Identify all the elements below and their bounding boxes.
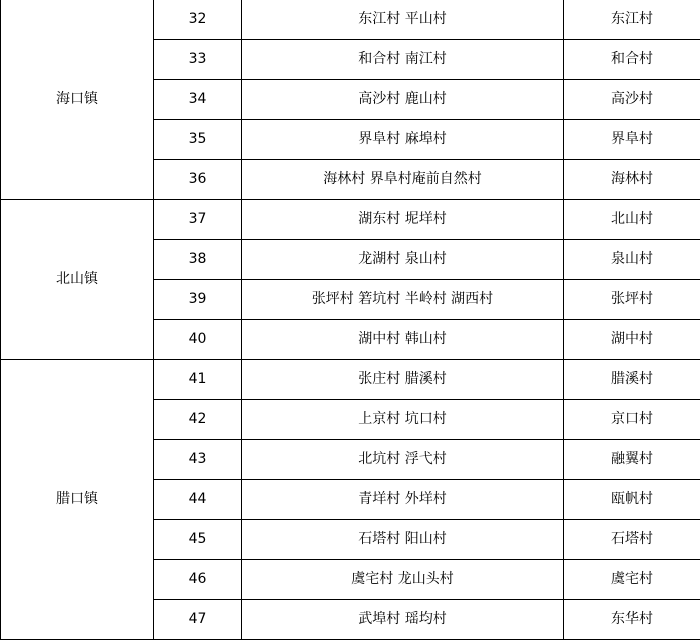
town-name-cell: 海口镇 bbox=[1, 0, 154, 200]
merged-village-cell: 京口村 bbox=[564, 400, 700, 440]
row-number-cell: 44 bbox=[154, 480, 242, 520]
row-number-cell: 33 bbox=[154, 40, 242, 80]
original-villages-cell: 张庄村 腊溪村 bbox=[242, 360, 564, 400]
merged-village-cell: 海林村 bbox=[564, 160, 700, 200]
merged-village-cell: 东华村 bbox=[564, 600, 700, 640]
original-villages-cell: 界阜村 麻埠村 bbox=[242, 120, 564, 160]
row-number-cell: 39 bbox=[154, 280, 242, 320]
original-villages-cell: 湖中村 韩山村 bbox=[242, 320, 564, 360]
merged-village-cell: 北山村 bbox=[564, 200, 700, 240]
row-number-cell: 47 bbox=[154, 600, 242, 640]
merged-village-cell: 东江村 bbox=[564, 0, 700, 40]
original-villages-cell: 青垟村 外垟村 bbox=[242, 480, 564, 520]
town-name-cell: 北山镇 bbox=[1, 200, 154, 360]
row-number-cell: 41 bbox=[154, 360, 242, 400]
merged-village-cell: 瓯帆村 bbox=[564, 480, 700, 520]
merged-village-cell: 腊溪村 bbox=[564, 360, 700, 400]
original-villages-cell: 湖东村 坭垟村 bbox=[242, 200, 564, 240]
merged-village-cell: 界阜村 bbox=[564, 120, 700, 160]
table-body bbox=[1, 0, 700, 640]
row-number-cell: 35 bbox=[154, 120, 242, 160]
row-number-cell: 46 bbox=[154, 560, 242, 600]
original-villages-cell: 和合村 南江村 bbox=[242, 40, 564, 80]
row-number-cell: 34 bbox=[154, 80, 242, 120]
original-villages-cell: 海林村 界阜村庵前自然村 bbox=[242, 160, 564, 200]
row-number-cell: 42 bbox=[154, 400, 242, 440]
merged-village-cell: 泉山村 bbox=[564, 240, 700, 280]
original-villages-cell: 虞宅村 龙山头村 bbox=[242, 560, 564, 600]
merged-village-cell: 高沙村 bbox=[564, 80, 700, 120]
original-villages-cell: 东江村 平山村 bbox=[242, 0, 564, 40]
original-villages-cell: 上京村 坑口村 bbox=[242, 400, 564, 440]
row-number-cell: 43 bbox=[154, 440, 242, 480]
merged-village-cell: 湖中村 bbox=[564, 320, 700, 360]
original-villages-cell: 石塔村 阳山村 bbox=[242, 520, 564, 560]
merged-village-cell: 和合村 bbox=[564, 40, 700, 80]
table-row bbox=[1, 200, 700, 240]
table-row bbox=[1, 0, 700, 40]
row-number-cell: 38 bbox=[154, 240, 242, 280]
original-villages-cell: 龙湖村 泉山村 bbox=[242, 240, 564, 280]
row-number-cell: 36 bbox=[154, 160, 242, 200]
original-villages-cell: 高沙村 鹿山村 bbox=[242, 80, 564, 120]
merged-village-cell: 虞宅村 bbox=[564, 560, 700, 600]
merged-village-cell: 张坪村 bbox=[564, 280, 700, 320]
original-villages-cell: 张坪村 箬坑村 半岭村 湖西村 bbox=[242, 280, 564, 320]
merged-village-cell: 石塔村 bbox=[564, 520, 700, 560]
row-number-cell: 32 bbox=[154, 0, 242, 40]
row-number-cell: 40 bbox=[154, 320, 242, 360]
original-villages-cell: 北坑村 浮弋村 bbox=[242, 440, 564, 480]
merged-village-cell: 融翼村 bbox=[564, 440, 700, 480]
town-name-cell: 腊口镇 bbox=[1, 360, 154, 640]
row-number-cell: 37 bbox=[154, 200, 242, 240]
row-number-cell: 45 bbox=[154, 520, 242, 560]
original-villages-cell: 武埠村 瑶均村 bbox=[242, 600, 564, 640]
table-row bbox=[1, 360, 700, 400]
